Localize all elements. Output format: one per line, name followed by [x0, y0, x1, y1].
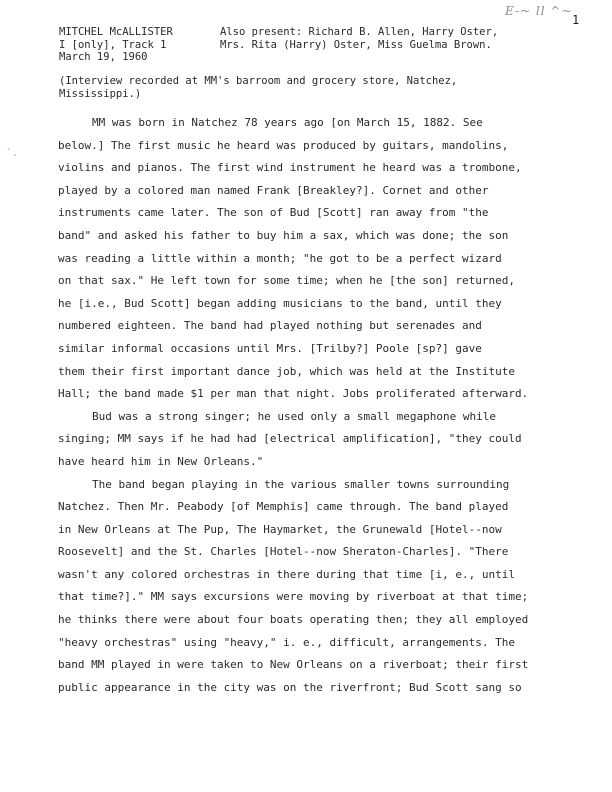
text-line: played by a colored man named Frank [Breakley?]. Cornet and other	[58, 183, 489, 197]
text-line: band" and asked his father to buy him a sax, which was done; the son	[58, 228, 509, 242]
text-line: that time?]." MM says excursions were moving by riverboat at that time;	[58, 590, 529, 604]
text-line: below.] The first music he heard was produced by guitars, mandolins,	[58, 138, 509, 152]
text-line: "heavy orchestras" using "heavy," i. e., difficult, arrangements. The	[58, 635, 515, 649]
text-line: them their first important dance job, which was held at the Institute	[58, 364, 515, 378]
interview-header-right	[220, 26, 498, 51]
also-present-line-2: Mrs. Rita (Harry) Oster, Miss Guelma Brown.	[220, 38, 492, 51]
text-line: MM was born in Natchez 78 years ago [on March 15, 1882. See	[92, 116, 483, 129]
paragraph-1	[58, 112, 588, 406]
recording-location-note	[59, 75, 579, 101]
text-line: he thinks there were about four boats operating then; they all employed	[58, 613, 529, 627]
text-line: public appearance in the city was on the riverfront; Bud Scott sang so	[58, 680, 522, 694]
text-line: was reading a little within a month; "he got to be a perfect wizard	[58, 251, 502, 265]
text-line: instruments came later. The son of Bud [Scott] ran away from "the	[58, 206, 489, 220]
text-line: on that sax." He left town for some time; when he [the son] returned,	[58, 274, 515, 288]
text-line: Hall; the band made $1 per man that night. Jobs proliferated afterward.	[58, 387, 529, 401]
interview-header-left	[59, 26, 173, 64]
text-line: wasn't any colored orchestras in there during that time [i, e., until	[58, 567, 515, 581]
note-line: Mississippi.)	[59, 88, 142, 100]
page-number: 1	[572, 13, 580, 27]
text-line: singing; MM says if he had had [electrical amplification], "they could	[58, 432, 522, 446]
reel-track: I [only], Track 1	[59, 38, 167, 51]
text-line: he [i.e., Bud Scott] began adding musicians to the band, until they	[58, 296, 502, 310]
text-line: in New Orleans at The Pup, The Haymarket, the Grunewald [Hotel--now	[58, 522, 502, 536]
text-line: The band began playing in the various smaller towns surrounding	[92, 477, 510, 491]
note-line: (Interview recorded at MM's barroom and grocery store, Natchez,	[59, 75, 458, 87]
text-line: have heard him in New Orleans."	[58, 454, 264, 468]
interviewee-name: MITCHEL McALLISTER	[59, 26, 173, 38]
transcript-body	[58, 112, 588, 699]
margin-tick-mark: `.	[6, 148, 19, 159]
interview-date: March 19, 1960	[59, 51, 148, 63]
paragraph-3	[58, 474, 588, 700]
text-line: Roosevelt] and the St. Charles [Hotel--now Sheraton-Charles]. "There	[58, 545, 509, 559]
text-line: Bud was a strong singer; he used only a small megaphone while	[92, 409, 496, 423]
paragraph-2	[58, 406, 588, 474]
also-present-line-1: Also present: Richard B. Allen, Harry Oster,	[220, 26, 499, 38]
text-line: numbered eighteen. The band had played nothing but serenades and	[58, 319, 482, 333]
text-line: similar informal occasions until Mrs. [Trilby?] Poole [sp?] gave	[58, 341, 482, 355]
text-line: band MM played in were taken to New Orleans on a riverboat; their first	[58, 658, 529, 672]
text-line: violins and pianos. The first wind instrument he heard was a trombone,	[58, 161, 522, 175]
handwritten-mark: E-~ ll ^~	[505, 4, 573, 18]
text-line: Natchez. Then Mr. Peabody [of Memphis] came through. The band played	[58, 500, 509, 514]
